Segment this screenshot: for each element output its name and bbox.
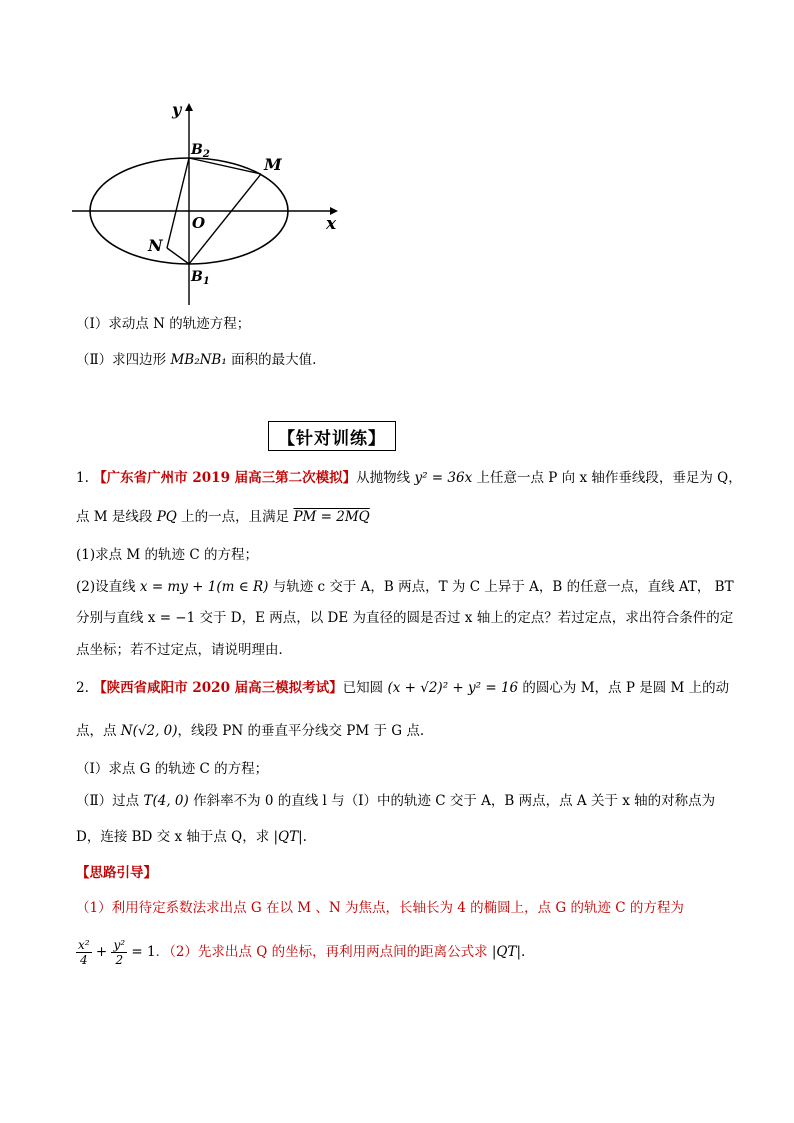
label-b1: $B_1$ bbox=[191, 269, 210, 287]
q2-math-4: T(4, 0) bbox=[143, 793, 189, 809]
q2-text-2a: 点，点 bbox=[76, 723, 121, 739]
q1-source: 【广东省广州市 2019 届高三第二次模拟】 bbox=[93, 470, 357, 486]
q2-line-2 bbox=[76, 722, 424, 740]
q1-line-2 bbox=[76, 508, 370, 526]
part-2-suffix: 面积的最大值. bbox=[226, 352, 317, 368]
y-axis-arrow bbox=[185, 103, 193, 111]
q2-text-4a: （Ⅱ）过点 bbox=[76, 793, 144, 809]
q1-math-1: y² = 36x bbox=[414, 470, 473, 486]
q1-line-1 bbox=[76, 469, 742, 487]
part-2-prefix: （Ⅱ）求四边形 bbox=[76, 352, 171, 368]
label-b2: $B_2$ bbox=[191, 142, 210, 160]
q1-text-2a: 点 M 是线段 bbox=[76, 509, 157, 525]
hint-plus: + bbox=[95, 944, 108, 960]
label-m: M bbox=[264, 155, 282, 174]
hint-fraction-y: $\frac{\text{y²}}{2}$ bbox=[113, 938, 126, 967]
section-heading: 【针对训练】 bbox=[268, 421, 396, 451]
q1-text-2b: 上的一点，且满足 bbox=[176, 509, 294, 525]
q2-math-2: N(√2, 0) bbox=[120, 723, 178, 739]
q1-math-2a: PQ bbox=[156, 509, 177, 525]
q2-line-1 bbox=[76, 679, 729, 697]
q2-math-1: (x + √2)² + y² = 16 bbox=[387, 680, 519, 696]
hint-text-2b: ．（2）先求出点 Q 的坐标，再利用两点间的距离公式求 bbox=[155, 944, 492, 960]
segment-b2-m bbox=[189, 158, 261, 174]
q1-text-1a: 从抛物线 bbox=[356, 470, 415, 486]
q1-text-4a: (2)设直线 bbox=[76, 579, 140, 595]
q2-line-4 bbox=[76, 792, 715, 810]
q2-text-4b: 作斜率不为 0 的直线 l 与（Ⅰ）中的轨迹 C 交于 A，B 两点，点 A 关于 x 轴的对称点为 bbox=[188, 793, 716, 809]
part-2 bbox=[76, 351, 316, 369]
segment-b2-n bbox=[167, 158, 189, 248]
label-origin: O bbox=[192, 214, 206, 232]
q2-text-1b: 的圆心为 M，点 P 是圆 M 上的动 bbox=[518, 680, 730, 696]
ellipse-figure bbox=[60, 95, 360, 310]
q2-line-3: （Ⅰ）求点 G 的轨迹 C 的方程； bbox=[76, 761, 269, 777]
q1-number: 1. bbox=[76, 470, 89, 486]
q1-text-4b: 与轨迹 c 交于 A，B 两点，T 为 C 上异于 A，B 的任意一点，直线 AT， BT bbox=[268, 579, 734, 595]
segment-n-b1 bbox=[167, 248, 189, 264]
label-n: N bbox=[148, 236, 163, 255]
hint-end: . bbox=[521, 944, 526, 960]
q1-line-3: (1)求点 M 的轨迹 C 的方程； bbox=[76, 547, 258, 563]
part-1: （Ⅰ）求动点 N 的轨迹方程； bbox=[76, 316, 251, 332]
q2-text-5b: . bbox=[302, 829, 307, 845]
label-x: x bbox=[326, 214, 337, 234]
hint-line-2 bbox=[76, 935, 525, 969]
q2-text-5a: D，连接 BD 交 x 轴于点 Q，求 bbox=[76, 829, 274, 845]
hint-line-1: （1）利用待定系数法求出点 G 在以 M 、N 为焦点，长轴长为 4 的椭圆上，点 G 的轨迹 C 的方程为 bbox=[76, 900, 684, 916]
label-y: y bbox=[172, 100, 182, 119]
q2-line-5 bbox=[76, 828, 307, 846]
q1-math-2b: PM = 2MQ bbox=[293, 509, 370, 525]
q1-line-6: 点坐标；若不过定点，请说明理由． bbox=[76, 642, 292, 658]
hint-fraction-x: $\frac{\text{x²}}{4}$ bbox=[78, 938, 90, 967]
hint-eq: = 1 bbox=[131, 944, 156, 960]
q2-text-2b: ，线段 PN 的垂直平分线交 PM 于 G 点. bbox=[177, 723, 425, 739]
q1-text-1b: 上任意一点 P 向 x 轴作垂线段，垂足为 Q， bbox=[472, 470, 742, 486]
q2-number: 2. bbox=[76, 680, 89, 696]
q2-text-1a: 已知圆 bbox=[342, 680, 388, 696]
hint-math-2: |QT| bbox=[491, 944, 522, 960]
q2-source: 【陕西省咸阳市 2020 届高三模拟考试】 bbox=[93, 680, 343, 696]
hint-title: 【思路引导】 bbox=[76, 865, 157, 881]
q1-math-4: x = my + 1(m ∈ R) bbox=[139, 579, 269, 595]
q1-line-4 bbox=[76, 578, 734, 596]
q1-line-5: 分别与直线 x = −1 交于 D，E 两点，以 DE 为直径的圆是否过 x 轴上的定点？若过定点，求出符合条件的定 bbox=[76, 610, 734, 626]
part-2-math: MB₂NB₁ bbox=[170, 352, 227, 368]
q2-math-5: |QT| bbox=[273, 829, 303, 845]
